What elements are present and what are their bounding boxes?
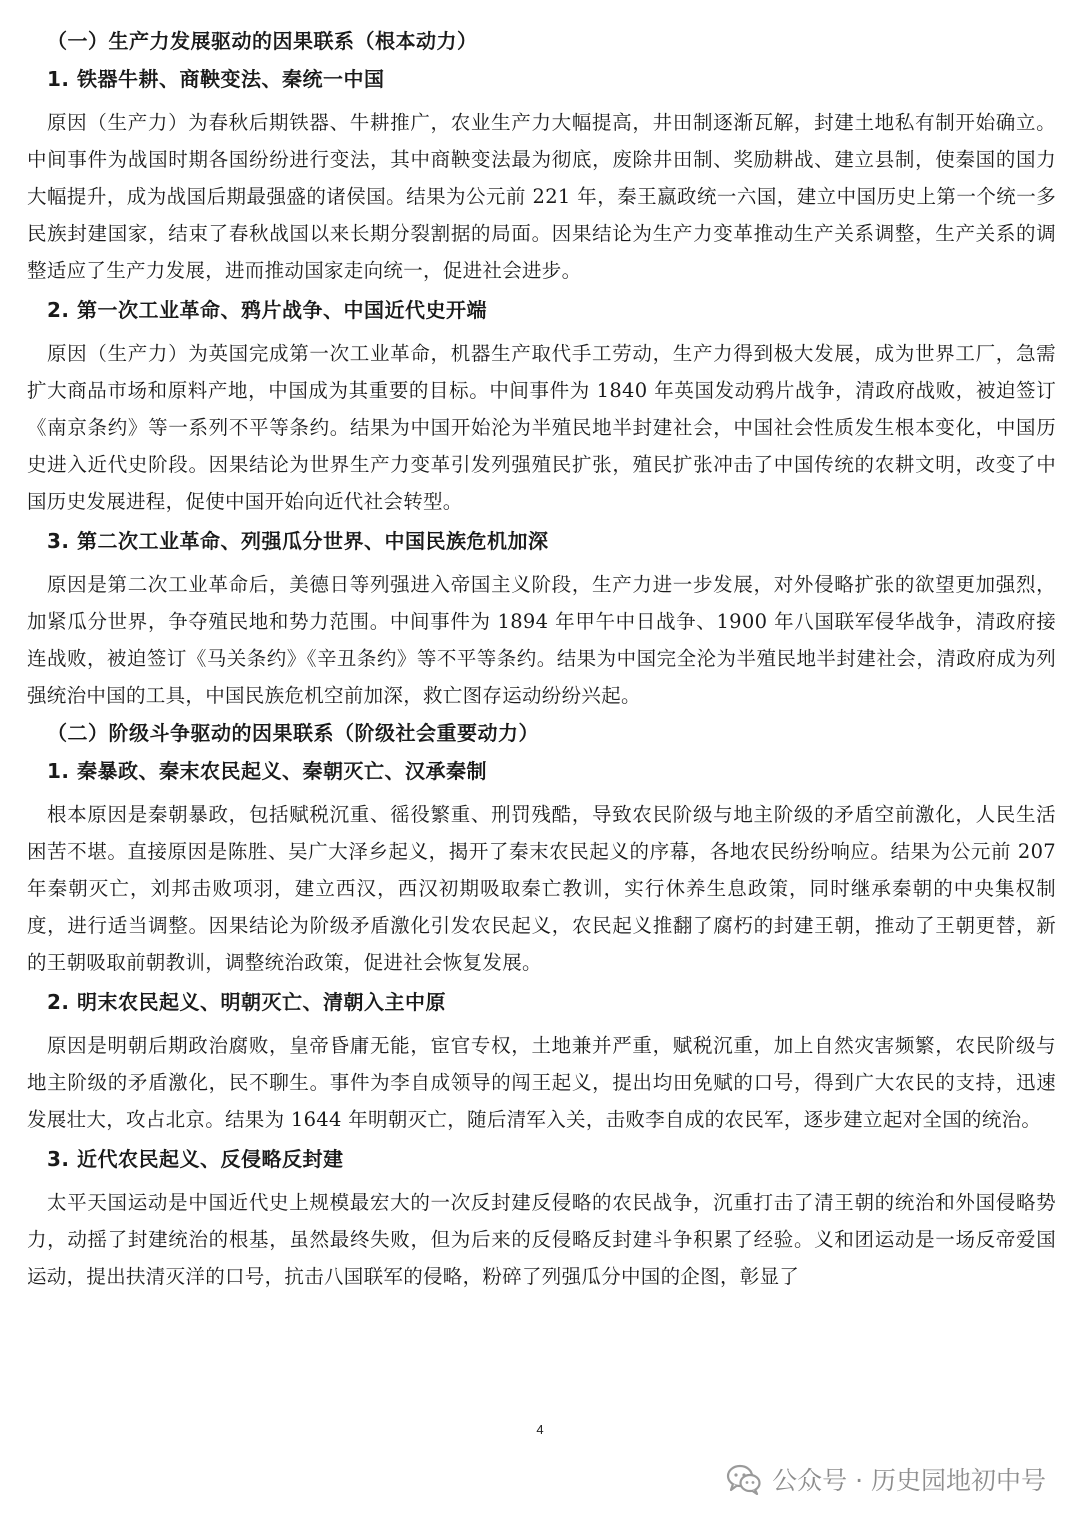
subsection-title-first-industrial-revolution: 2. 第一次工业革命、鸦片战争、中国近代史开端 [47,298,487,322]
paragraph-ming-collapse: 原因是明朝后期政治腐败，皇帝昏庸无能，宦官专权，土地兼并严重，赋税沉重，加上自然灾害频繁，农民阶级与地主阶级的矛盾激化，民不聊生。事件为李自成领导的闯王起义，提出均田免赋的口号，得到广大农民的支持，迅速发展壮大，攻占北京。结果为 1644 年明朝灭亡，随后清军入关，击败李自成的农民军，逐步建立起对全国的统治。 [27,1034,1056,1131]
watermark [726,1461,1046,1497]
subsection-title-second-industrial-revolution: 3. 第二次工业革命、列强瓜分世界、中国民族危机加深 [47,529,549,553]
subsection-title-ming-collapse: 2. 明末农民起义、明朝灭亡、清朝入主中原 [47,990,446,1014]
watermark-text: 公众号 · 历史园地初中号 [772,1466,1046,1495]
subsection-title-qin-unification: 1. 铁器牛耕、商鞅变法、秦统一中国 [47,67,385,91]
section-heading-class-struggle: （二）阶级斗争驱动的因果联系（阶级社会重要动力） [47,721,539,745]
paragraph-first-industrial-revolution: 原因（生产力）为英国完成第一次工业革命，机器生产取代手工劳动，生产力得到极大发展，成为世界工厂，急需扩大商品市场和原料产地，中国成为其重要的目标。中间事件为 1840 年英国发动鸦片战争，清政府战败，被迫签订《南京条约》等一系列不平等条约。结果为中国开始沦为半殖民地半封建社会，中国社会性质发生根本变化，中国历史进入近代史阶段。因果结论为世界生产力变革引发列强殖民扩张，殖民扩张冲击了中国传统的农耕文明，改变了中国历史发展进程，促使中国开始向近代社会转型。 [27,342,1056,513]
paragraph-qin-unification: 原因（生产力）为春秋后期铁器、牛耕推广，农业生产力大幅提高，井田制逐渐瓦解，封建土地私有制开始确立。中间事件为战国时期各国纷纷进行变法，其中商鞅变法最为彻底，废除井田制、奖励耕战、建立县制，使秦国的国力大幅提升，成为战国后期最强盛的诸侯国。结果为公元前 221 年，秦王嬴政统一六国，建立中国历史上第一个统一多民族封建国家，结束了春秋战国以来长期分裂割据的局面。因果结论为生产力变革推动生产关系调整，生产关系的调整适应了生产力发展，进而推动国家走向统一，促进社会进步。 [27,111,1056,282]
subsection-title-qin-collapse: 1. 秦暴政、秦末农民起义、秦朝灭亡、汉承秦制 [47,759,487,783]
section-heading-productivity: （一）生产力发展驱动的因果联系（根本动力） [47,29,478,53]
paragraph-second-industrial-revolution: 原因是第二次工业革命后，美德日等列强进入帝国主义阶段，生产力进一步发展，对外侵略扩张的欲望更加强烈，加紧瓜分世界，争夺殖民地和势力范围。中间事件为 1894 年甲午中日战争、1900 年八国联军侵华战争，清政府接连战败，被迫签订《马关条约》《辛丑条约》等不平等条约。结果为中国完全沦为半殖民地半封建社会，清政府成为列强统治中国的工具，中国民族危机空前加深，救亡图存运动纷纷兴起。 [27,573,1056,707]
wechat-icon [726,1463,762,1495]
subsection-title-modern-peasant-uprisings: 3. 近代农民起义、反侵略反封建 [47,1147,344,1171]
paragraph-modern-peasant-uprisings: 太平天国运动是中国近代史上规模最宏大的一次反封建反侵略的农民战争，沉重打击了清王朝的统治和外国侵略势力，动摇了封建统治的根基，虽然最终失败，但为后来的反侵略反封建斗争积累了经验。义和团运动是一场反帝爱国运动，提出扶清灭洋的口号，抗击八国联军的侵略，粉碎了列强瓜分中国的企图，彰显了 [27,1191,1056,1288]
page-number: 4 [536,1422,544,1437]
paragraph-qin-collapse: 根本原因是秦朝暴政，包括赋税沉重、徭役繁重、刑罚残酷，导致农民阶级与地主阶级的矛盾空前激化，人民生活困苦不堪。直接原因是陈胜、吴广大泽乡起义，揭开了秦末农民起义的序幕，各地农民纷纷响应。结果为公元前 207 年秦朝灭亡，刘邦击败项羽，建立西汉，西汉初期吸取秦亡教训，实行休养生息政策，同时继承秦朝的中央集权制度，进行适当调整。因果结论为阶级矛盾激化引发农民起义，农民起义推翻了腐朽的封建王朝，推动了王朝更替，新的王朝吸取前朝教训，调整统治政策，促进社会恢复发展。 [27,803,1056,974]
